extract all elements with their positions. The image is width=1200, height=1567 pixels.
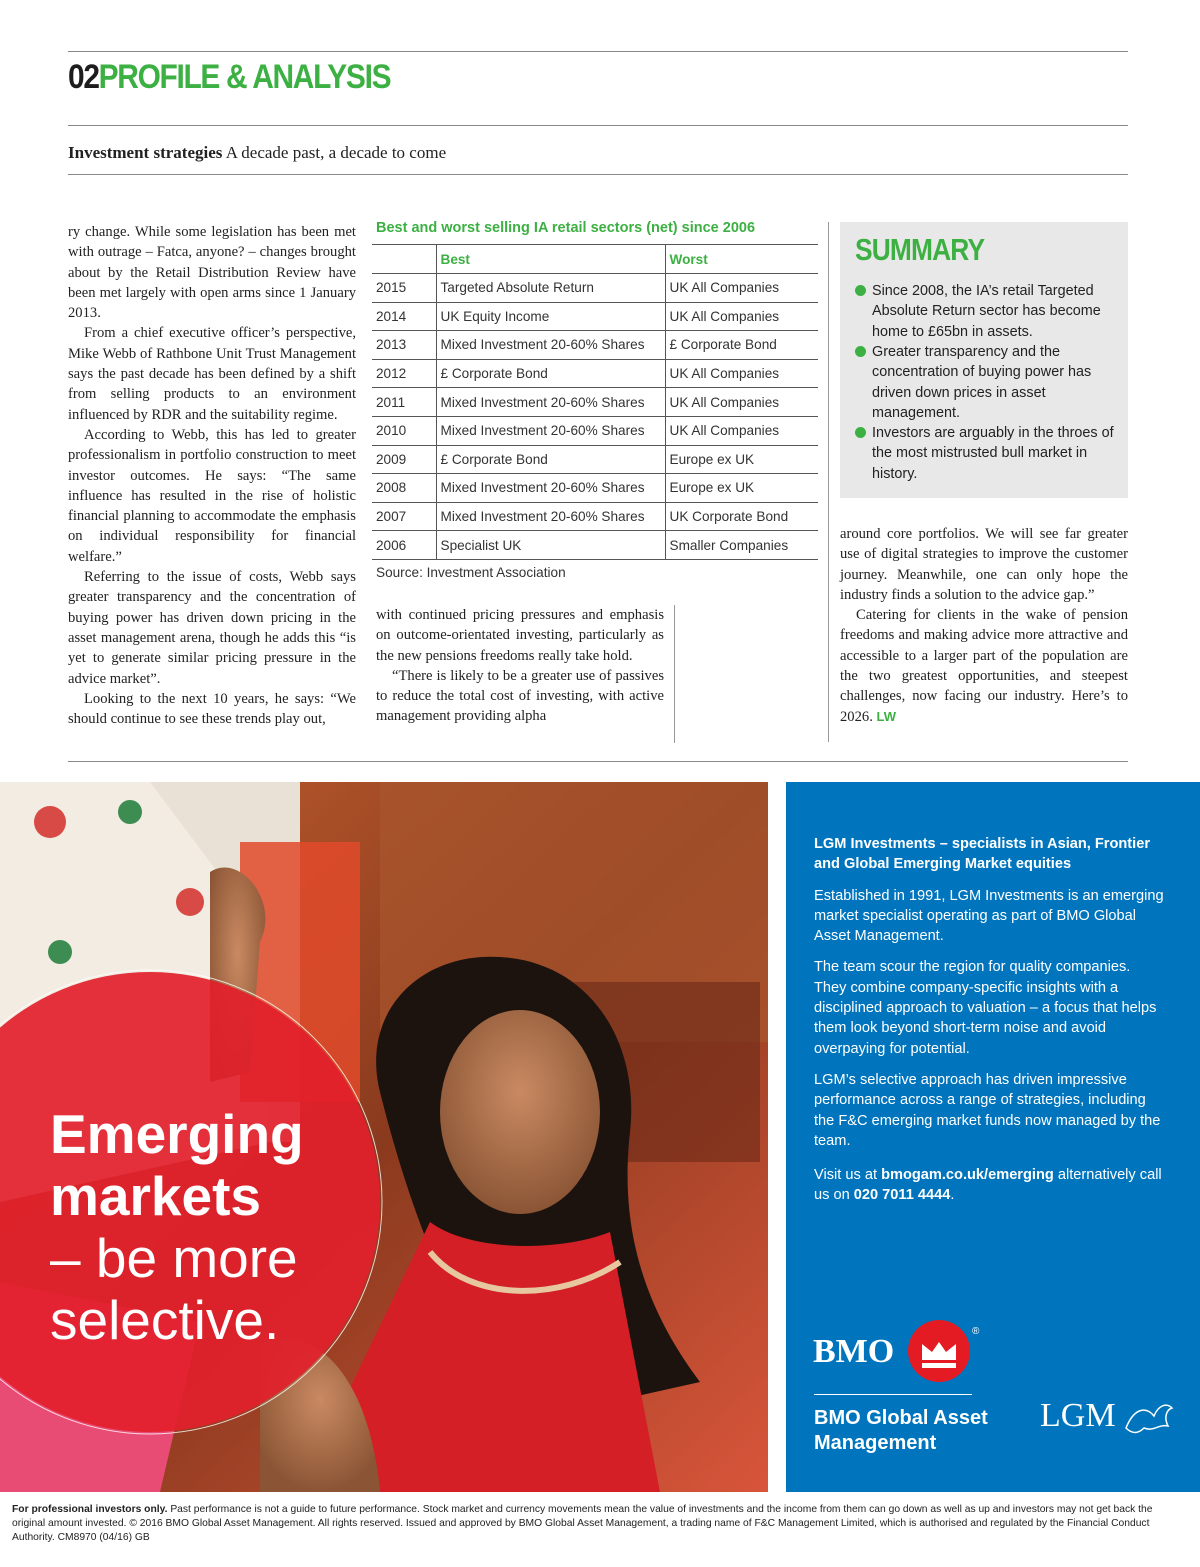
article-column-3 bbox=[840, 524, 1128, 727]
table-cell-best: Mixed Investment 20-60% Shares bbox=[436, 388, 665, 417]
table-cell-best: Specialist UK bbox=[436, 531, 665, 560]
table-cell-year: 2014 bbox=[372, 302, 436, 331]
table-cell-worst: UK All Companies bbox=[665, 388, 818, 417]
table-cell-best: Targeted Absolute Return bbox=[436, 274, 665, 303]
table-row bbox=[372, 302, 818, 331]
paragraph: “There is likely to be a greater use of passives to reduce the total cost of investing, with active management providing alpha bbox=[376, 667, 664, 725]
table-cell-year: 2009 bbox=[372, 445, 436, 474]
ad-headline-line: selective. bbox=[50, 1289, 280, 1351]
ad-headline-line: markets bbox=[50, 1165, 261, 1227]
column-rule bbox=[674, 605, 675, 743]
table-row bbox=[372, 502, 818, 531]
table-header-worst: Worst bbox=[665, 245, 818, 274]
column-divider bbox=[828, 222, 829, 742]
summary-item: Greater transparency and the concentration of buying power has driven down prices in asset management. bbox=[855, 342, 1120, 423]
subhead-rule bbox=[68, 174, 1128, 175]
table-cell-worst: UK All Companies bbox=[665, 302, 818, 331]
bottom-rule bbox=[68, 761, 1128, 762]
section-title bbox=[68, 58, 390, 97]
table-row bbox=[372, 359, 818, 388]
table-cell-best: £ Corporate Bond bbox=[436, 445, 665, 474]
paragraph: Referring to the issue of costs, Webb says greater transparency and the concentration of buying power has driven down pricing in the asset management arena, though he adds this “is yet to generate similar pricing pressure in the advice market”. bbox=[68, 569, 356, 687]
table-header-best: Best bbox=[436, 245, 665, 274]
paragraph: Catering for clients in the wake of pension freedoms and making advice more attractive and accessible to a larger part of the population are the two greatest opportunities, and steepest challenges, now facing our industry. Here’s to 2026. LW bbox=[840, 607, 1128, 725]
bmo-m-bar-icon bbox=[908, 1320, 970, 1382]
table-cell-year: 2015 bbox=[372, 274, 436, 303]
paragraph: around core portfolios. We will see far greater use of digital strategies to improve the customer journey. Meanwhile, one can only hope the industry finds a solution to the advice gap.” bbox=[840, 526, 1128, 603]
ad-paragraph: Established in 1991, LGM Investments is an emerging market specialist operating as part of BMO Global Asset Management. bbox=[814, 887, 1164, 945]
table-title: Best and worst selling IA retail sectors (net) since 2006 bbox=[376, 220, 756, 236]
ad-headline-line: – be more bbox=[50, 1227, 298, 1289]
table-cell-worst: UK All Companies bbox=[665, 274, 818, 303]
bmo-roundel-icon bbox=[908, 1320, 970, 1382]
summary-title: SUMMARY bbox=[855, 232, 985, 267]
table-row bbox=[372, 274, 818, 303]
section-name: PROFILE & ANALYSIS bbox=[98, 58, 391, 96]
ad-paragraph: LGM’s selective approach has driven impressive performance across a range of strategies, including the F&C emerging market funds now managed by the team. bbox=[814, 1071, 1161, 1149]
top-rule bbox=[68, 51, 1128, 52]
table-row bbox=[372, 531, 818, 560]
ad-headline-line: Emerging bbox=[50, 1103, 304, 1165]
subhead bbox=[68, 143, 446, 163]
table-row bbox=[372, 388, 818, 417]
table-row bbox=[372, 445, 818, 474]
sector-table bbox=[372, 244, 818, 560]
table-row bbox=[372, 331, 818, 360]
table-cell-best: £ Corporate Bond bbox=[436, 359, 665, 388]
summary-item: Investors are arguably in the throes of the most mistrusted bull market in history. bbox=[855, 423, 1120, 484]
paragraph: ry change. While some legislation has been met with outrage – Fatca, anyone? – changes brought about by the Retail Distribution Review have been met largely with open arms since 1 January 2013. bbox=[68, 224, 356, 322]
lgm-logo: LGM bbox=[1040, 1397, 1174, 1438]
table-header-year bbox=[372, 245, 436, 274]
table-cell-best: Mixed Investment 20-60% Shares bbox=[436, 502, 665, 531]
paragraph: with continued pricing pressures and emphasis on outcome-orientated investing, particularly as the new pensions freedoms really take hold. bbox=[376, 607, 664, 664]
table-cell-year: 2010 bbox=[372, 416, 436, 445]
table-cell-year: 2011 bbox=[372, 388, 436, 417]
ad-copy bbox=[814, 834, 1164, 1217]
paragraph: Looking to the next 10 years, he says: “We should continue to see these trends play out, bbox=[68, 690, 356, 728]
table-cell-worst: UK All Companies bbox=[665, 359, 818, 388]
table-cell-year: 2007 bbox=[372, 502, 436, 531]
table-header-row bbox=[372, 245, 818, 274]
header-rule bbox=[68, 125, 1128, 126]
table-cell-worst: £ Corporate Bond bbox=[665, 331, 818, 360]
table-cell-year: 2006 bbox=[372, 531, 436, 560]
ad-url-link[interactable]: bmogam.co.uk/emerging bbox=[881, 1167, 1054, 1184]
lgm-dragon-icon bbox=[1124, 1398, 1174, 1438]
table-row bbox=[372, 416, 818, 445]
table-cell-worst: Europe ex UK bbox=[665, 445, 818, 474]
bmo-logo-text: BMO bbox=[813, 1333, 895, 1370]
ad-contact: Visit us at bmogam.co.uk/emerging alternatively call us on 020 7011 4444. bbox=[814, 1167, 1162, 1204]
paragraph: According to Webb, this has led to greater professionalism in portfolio construction to meet investor outcomes. He says: “The same influence has resulted in the rise of holistic financial planning to accommodate the emphasis on individual responsibility for financial welfare.” bbox=[68, 426, 356, 565]
summary-item: Since 2008, the IA’s retail Targeted Absolute Return sector has become home to £65bn in assets. bbox=[855, 281, 1120, 342]
bmo-gam-logo-text: BMO Global Asset Management bbox=[814, 1407, 988, 1454]
subhead-topic: Investment strategies bbox=[68, 143, 223, 162]
ad-phone[interactable]: 020 7011 4444 bbox=[853, 1187, 951, 1204]
table-row bbox=[372, 474, 818, 503]
table-cell-year: 2012 bbox=[372, 359, 436, 388]
bmo-divider bbox=[814, 1394, 972, 1395]
bullet-icon bbox=[855, 346, 866, 357]
table-cell-worst: Europe ex UK bbox=[665, 474, 818, 503]
table-cell-best: Mixed Investment 20-60% Shares bbox=[436, 416, 665, 445]
table-cell-worst: Smaller Companies bbox=[665, 531, 818, 560]
ad-headline bbox=[50, 1103, 304, 1351]
article-column-1 bbox=[68, 222, 356, 729]
subhead-title: A decade past, a decade to come bbox=[225, 143, 447, 162]
ad-paragraph: The team scour the region for quality companies. They combine company-specific insights with a disciplined approach to valuation – a focus that helps them look beyond short-term noise and avoid overpaying for potential. bbox=[814, 959, 1157, 1057]
table-cell-best: UK Equity Income bbox=[436, 302, 665, 331]
table-cell-best: Mixed Investment 20-60% Shares bbox=[436, 474, 665, 503]
table-cell-worst: UK Corporate Bond bbox=[665, 502, 818, 531]
bullet-icon bbox=[855, 285, 866, 296]
ad-intro: LGM Investments – specialists in Asian, Frontier and Global Emerging Market equities bbox=[814, 836, 1151, 873]
table-cell-best: Mixed Investment 20-60% Shares bbox=[436, 331, 665, 360]
table-cell-worst: UK All Companies bbox=[665, 416, 818, 445]
bullet-icon bbox=[855, 427, 866, 438]
disclaimer: For professional investors only. Past performance is not a guide to future performance. Stock market and currency movements mean the value of investments and the income from them can go down as well as up and investors may not get back the original amount invested. © 2016 BMO Global Asset Management. All rights reserved. Issued and approved by BMO Global Asset Management, a trading name of F&C Management Limited, which is authorised and regulated by the Financial Conduct Authority. CM8970 (04/16) GB bbox=[12, 1504, 1153, 1543]
table-cell-year: 2008 bbox=[372, 474, 436, 503]
table-source: Source: Investment Association bbox=[376, 565, 566, 580]
table-cell-year: 2013 bbox=[372, 331, 436, 360]
article-column-2 bbox=[376, 605, 664, 727]
registered-mark: ® bbox=[972, 1326, 980, 1337]
section-number: 02 bbox=[68, 58, 99, 96]
byline: LW bbox=[876, 708, 896, 724]
paragraph: From a chief executive officer’s perspective, Mike Webb of Rathbone Unit Trust Management says the past decade has been defined by a shift from selling products to an environment influenced by RDR and the suitability regime. bbox=[68, 325, 356, 423]
